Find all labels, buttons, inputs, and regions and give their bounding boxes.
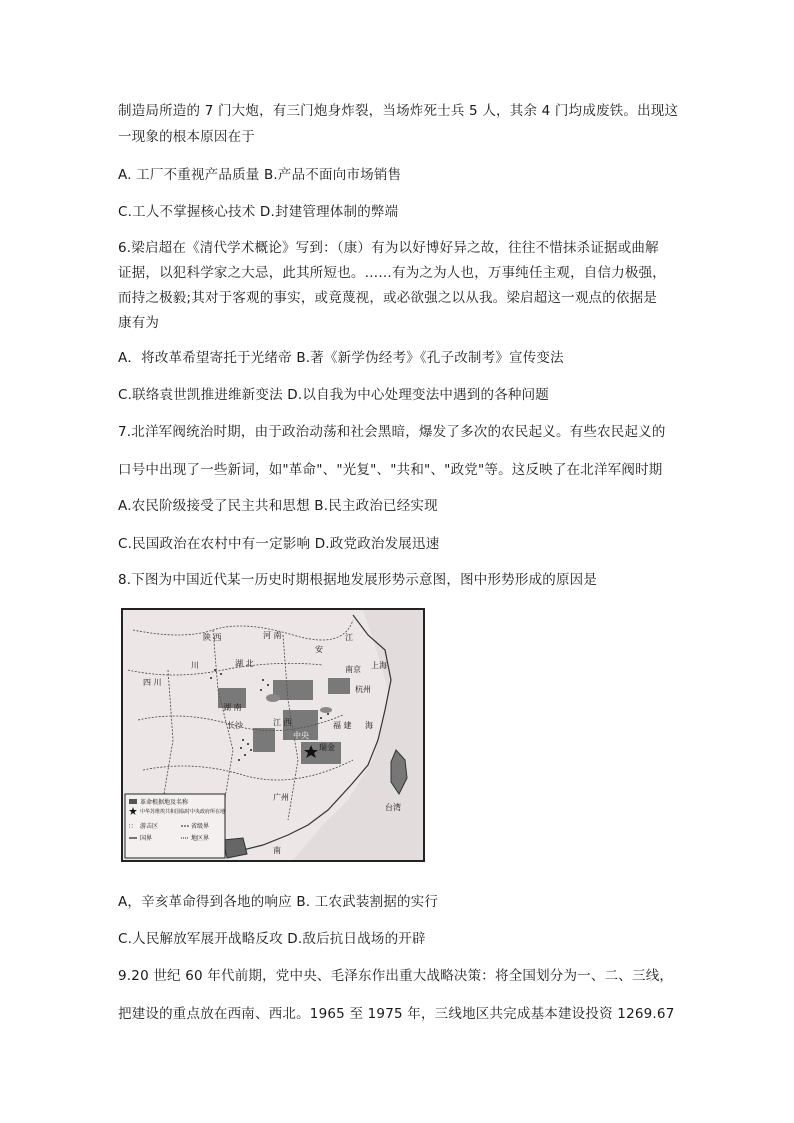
option-line: C.民国政治在农村中有一定影响 D.政党政治发展迅速 (118, 536, 440, 552)
map-graphic (123, 610, 423, 860)
map-label: 河 南 (263, 631, 282, 640)
text-line: 一现象的根本原因在于 (118, 129, 255, 145)
legend-entry: 省级界 (191, 823, 210, 830)
map-label: 川 (191, 661, 199, 670)
text-line: 而持之极毅;其对于客观的事实，或竟蔑视，或必欲强之以从我。梁启超这一观点的依据是 (118, 290, 658, 306)
text-line: 口号中出现了一些新词，如"革命"、"光复"、"共和"、"政党"等。这反映了在北洋军阀时期 (118, 462, 663, 478)
text-line: 制造局所造的 7 门大炮，有三门炮身炸裂，当场炸死士兵 5 人，其余 4 门均成废铁。出现这 (118, 103, 679, 119)
map-label: 南京 (345, 665, 361, 674)
text-line: 康有为 (118, 315, 160, 331)
option-line: A，辛亥革命得到各地的响应 B. 工农武装割据的实行 (118, 894, 439, 910)
map-label: 长沙 (227, 721, 243, 730)
svg-text:∷: ∷ (129, 823, 133, 830)
text-line: 把建设的重点放在西南、西北。1965 至 1975 年，三线地区共完成基本建设投资 1269.67 (118, 1006, 675, 1022)
legend-entry: 革命根据地及名称 (140, 799, 189, 806)
map-label: 湖 北 (235, 659, 254, 668)
map-label: 中央 (293, 731, 309, 740)
map-label: 四 川 (143, 678, 162, 687)
map-label: 湖 南 (223, 703, 242, 712)
map-label: 江 (345, 633, 353, 642)
question-9: 9.20 世纪 60 年代前期，党中央、毛泽东作出重大战略决策：将全国划分为一、二、三线， (118, 968, 674, 984)
map-label: 海 (365, 721, 373, 730)
option-line: C.工人不掌握核心技术 D.封建管理体制的弊端 (118, 204, 399, 220)
question-8: 8.下图为中国近代某一历史时期根据地发展形势示意图，图中形势形成的原因是 (118, 572, 598, 588)
map-label: 陕 西 (203, 633, 222, 642)
legend-entry: 地区界 (191, 835, 210, 842)
map-label: 福 建 (333, 721, 352, 730)
map-label: 南 (273, 846, 281, 855)
option-line: A．将改革希望寄托于光绪帝 B.著《新学伪经考》《孔子改制考》宣传变法 (118, 350, 564, 366)
map-label: 上海 (371, 661, 387, 670)
option-line: A. 工厂不重视产品质量 B.产品不面向市场销售 (118, 167, 402, 183)
legend-entry: 国界 (140, 835, 153, 842)
map-label: 安 (315, 645, 323, 654)
text-line: 证据，以犯科学家之大忌，此其所短也。……有为之为人也，万事纯任主观，自信力极强， (118, 265, 666, 281)
map-label: 杭州 (355, 685, 371, 694)
map-label: 广州 (273, 793, 289, 802)
legend-entry: 中华苏维埃共和国临时中央政府所在地 (140, 809, 226, 815)
map-legend (125, 794, 225, 858)
option-line: C.联络袁世凯推进维新变法 D.以自我为中心处理变法中遇到的各种问题 (118, 387, 549, 403)
legend-entry: 游击区 (140, 823, 159, 830)
map-label: 台湾 (385, 803, 401, 812)
option-line: A.农民阶级接受了民主共和思想 B.民主政治已经实现 (118, 498, 438, 514)
map-label: 江 西 (273, 718, 292, 727)
question-7: 7.北洋军阀统治时期，由于政治动荡和社会黑暗，爆发了多次的农民起义。有些农民起义的 (118, 424, 666, 440)
option-line: C.人民解放军展开战略反攻 D.敌后抗日战场的开辟 (118, 931, 426, 947)
map-label: 瑞金 (319, 743, 335, 752)
base-area-map (121, 608, 425, 862)
question-6: 6.梁启超在《清代学术概论》写到：（康）有为以好博好异之故，往往不惜抹杀证据或曲解 (118, 240, 659, 256)
